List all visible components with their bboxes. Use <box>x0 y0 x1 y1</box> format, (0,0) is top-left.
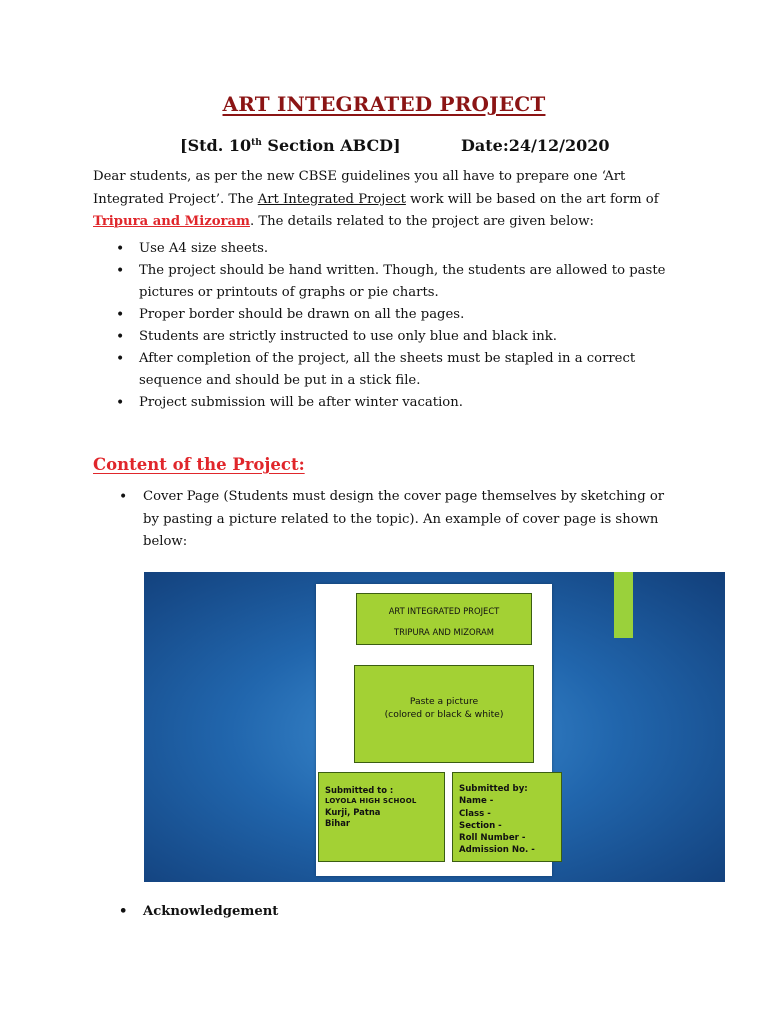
intro-art-form: Tripura and Mizoram <box>93 214 250 229</box>
box-topic-line: TRIPURA AND MIZORAM <box>393 627 495 637</box>
cover-page-example-image <box>144 572 725 882</box>
picture-line-2: (colored or black & white) <box>384 708 504 720</box>
intro-text-1: Dear students, as per the new CBSE guidelines you all have to prepare one ‘Art Integrated Project’. The <box>93 169 626 207</box>
content-heading: Content of the Project: <box>93 455 305 474</box>
list-item: • Students are strictly instructed to use only blue and black ink. <box>93 326 673 348</box>
submitted-to-label: Submitted to : <box>325 785 394 795</box>
school-address-1: Kurji, Patna <box>325 807 381 817</box>
intro-text-2: work will be based on the art form of <box>405 191 659 207</box>
slide-accent-tab <box>614 572 633 638</box>
acknowledgement-item <box>93 904 279 919</box>
submitted-by-line: Roll Number - <box>459 833 526 844</box>
school-address-2: Bihar <box>325 818 350 828</box>
list-item: • After completion of the project, all the sheets must be stapled in a correct sequence and should be put in a stick file. <box>93 348 673 392</box>
date-line: Date:24/12/2020 <box>461 136 610 155</box>
intro-text-3: . The details related to the project are given below: <box>250 214 594 229</box>
list-item: • Proper border should be drawn on all the pages. <box>93 304 673 326</box>
list-item: • Use A4 size sheets. <box>93 238 673 260</box>
project-title-box <box>356 593 532 645</box>
submitted-by-line: Admission No. - <box>459 845 535 856</box>
picture-placeholder-box <box>354 665 534 763</box>
acknowledgement-label: Acknowledgement <box>143 904 279 919</box>
intro-underline-project: Art Integrated Project <box>257 191 406 207</box>
cover-page-item: • Cover Page (Students must design the cover page themselves by sketching or by pasting a picture related to the topic). An example of cover page is shown below: <box>93 486 683 554</box>
intro-paragraph <box>93 166 673 234</box>
submitted-by-line: Name - <box>459 796 494 807</box>
list-item: • The project should be hand written. Though, the students are allowed to paste pictures or printouts of graphs or pie charts. <box>93 260 673 304</box>
std-prefix: [Std. 10 <box>180 136 252 155</box>
school-name: LOYOLA HIGH SCHOOL <box>325 797 417 805</box>
submitted-by-line: Submitted by: <box>459 784 528 794</box>
std-superscript: th <box>251 138 262 148</box>
instruction-list <box>93 238 673 414</box>
submitted-by-box <box>452 772 562 862</box>
std-suffix: Section ABCD] <box>261 136 401 155</box>
page-title: ART INTEGRATED PROJECT <box>222 92 546 116</box>
submitted-by-line: Section - <box>459 820 502 831</box>
bullet: • <box>119 904 128 919</box>
submitted-by-line: Class - <box>459 808 491 819</box>
content-list <box>93 486 683 554</box>
class-section-line <box>180 136 401 155</box>
picture-line-1: Paste a picture <box>409 696 479 707</box>
list-item: • Project submission will be after winter vacation. <box>93 392 673 414</box>
box-title-line: ART INTEGRATED PROJECT <box>388 606 500 616</box>
submitted-to-box <box>318 772 445 862</box>
